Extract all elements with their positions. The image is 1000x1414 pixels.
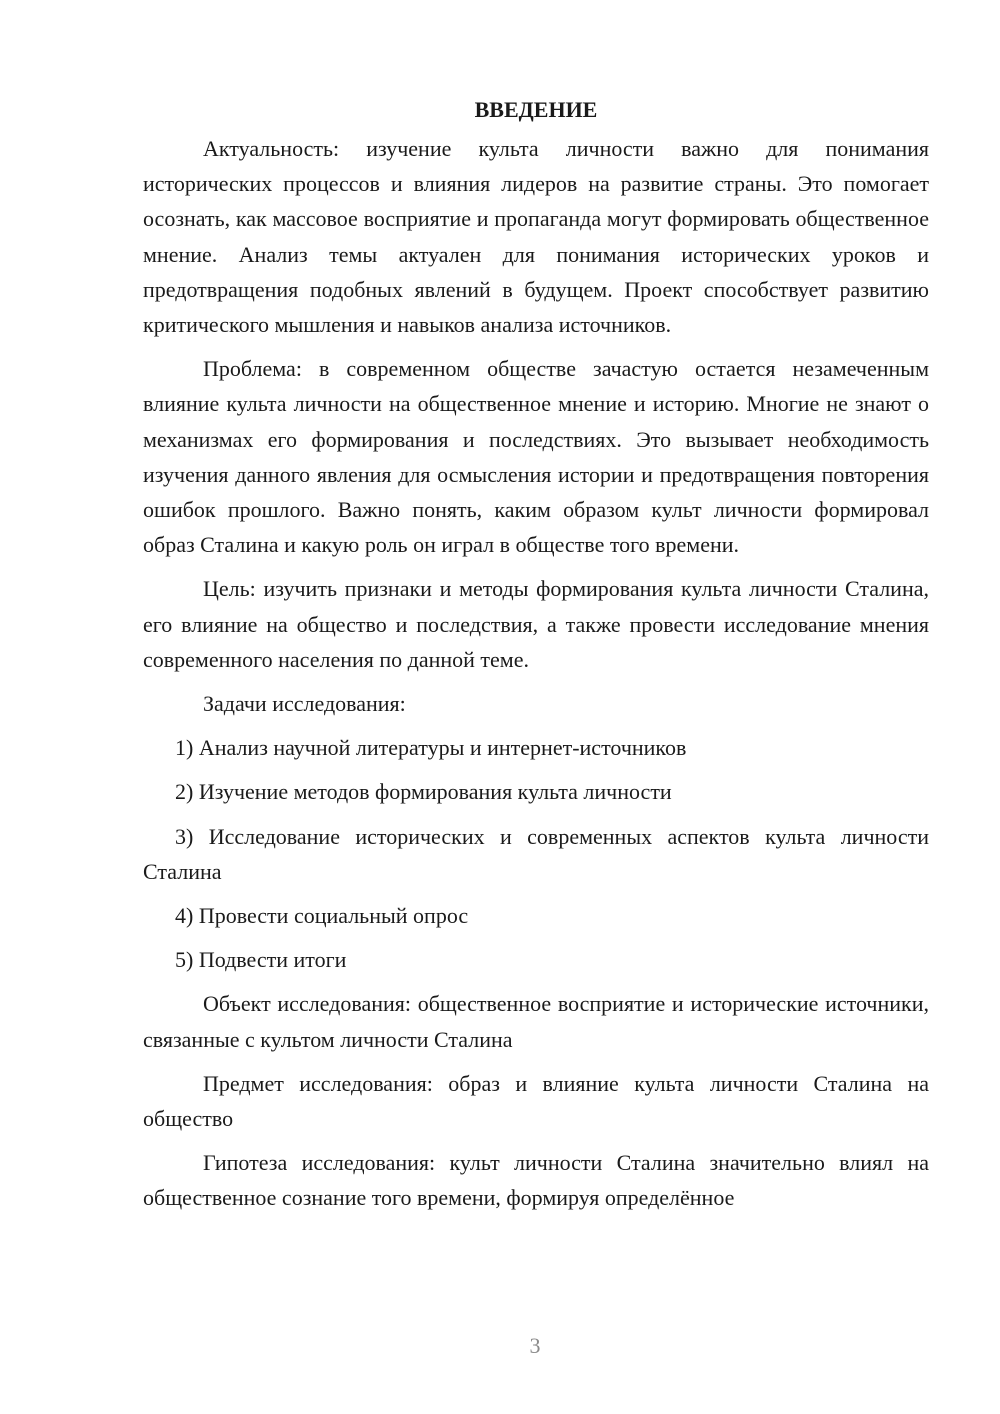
task-item-3: 3) Исследование исторических и современных аспектов культа личности Сталина bbox=[143, 823, 929, 884]
task-item-2: 2) Изучение методов формирования культа личности bbox=[175, 779, 672, 805]
relevance-paragraph: Актуальность: изучение культа личности важно для понимания исторических процессов и влияния лидеров на развитие страны. Это помогает осознать, как массовое восприятие и пропаганда могут формировать общественное мнение. Анализ темы актуален для понимания исторических уроков и предотвращения подобных явлений в будущем. Проект способствует развитию критического мышления и навыков анализа источников. bbox=[143, 136, 929, 338]
task-item-4: 4) Провести социальный опрос bbox=[175, 903, 469, 929]
section-heading: ВВЕДЕНИЕ bbox=[474, 97, 598, 122]
hypothesis-paragraph: Гипотеза исследования: культ личности Сталина значительно влиял на общественное сознание того времени, формируя определённое bbox=[143, 1150, 929, 1211]
tasks-title: Задачи исследования: bbox=[203, 691, 406, 717]
goal-paragraph: Цель: изучить признаки и методы формирования культа личности Сталина, его влияние на общество и последствия, а также провести исследование мнения современного населения по данной теме. bbox=[143, 576, 929, 672]
subject-paragraph: Предмет исследования: образ и влияние культа личности Сталина на общество bbox=[143, 1070, 929, 1132]
problem-paragraph: Проблема: в современном обществе зачастую остается незамеченным влияние культа личности на общественное мнение и историю. Многие не знают о механизмах его формирования и последствиях. Это вызывает необходимость изучения данного явления для осмысления истории и предотвращения повторения ошибок прошлого. Важно понять, каким образом культ личности формировал образ Сталина и какую роль он играл в обществе того времени. bbox=[143, 356, 929, 558]
task-item-1: 1) Анализ научной литературы и интернет-источников bbox=[175, 735, 687, 761]
page-number: 3 bbox=[529, 1333, 541, 1358]
task-item-5: 5) Подвести итоги bbox=[175, 947, 347, 973]
object-paragraph: Объект исследования: общественное восприятие и исторические источники, связанные с культом личности Сталина bbox=[143, 991, 929, 1052]
page-content bbox=[143, 92, 929, 1225]
